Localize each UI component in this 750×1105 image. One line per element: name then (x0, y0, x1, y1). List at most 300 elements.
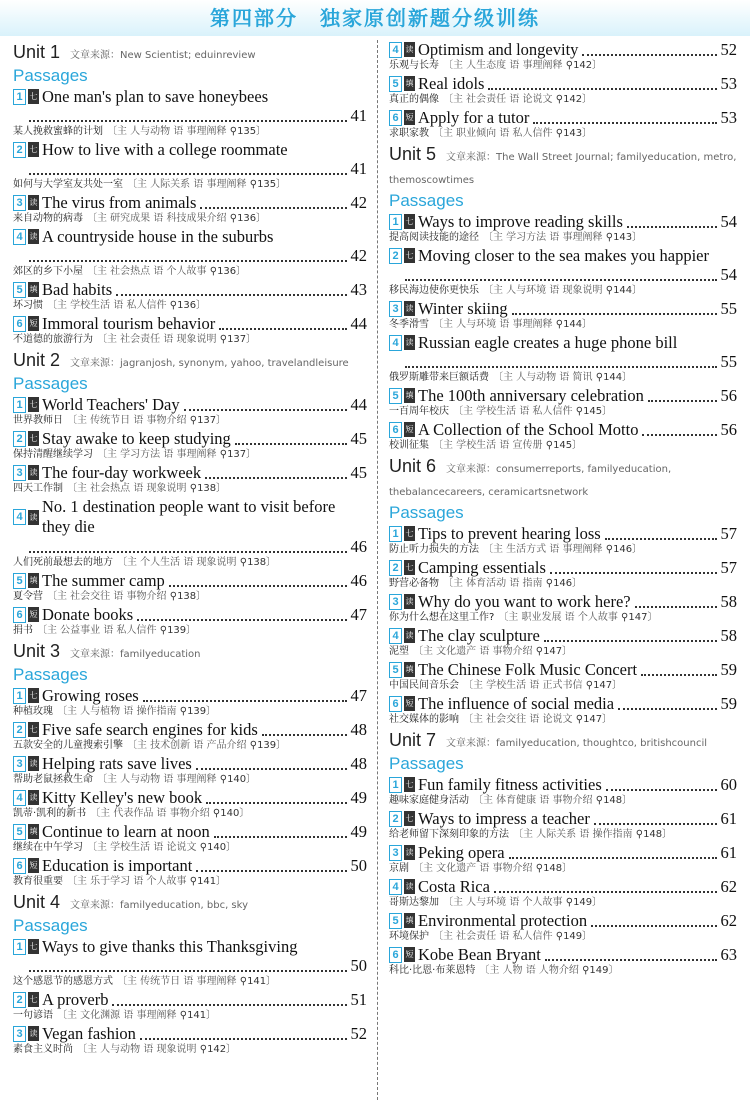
question-type-badge: 读 (404, 594, 415, 609)
toc-entry[interactable] (13, 1024, 367, 1057)
answer-page-ref (217, 449, 257, 460)
passage-title[interactable]: Russian eagle creates a huge phone bill (418, 332, 678, 352)
topic-tags: 〔主 学习方法 语 事理阐释 (97, 449, 217, 460)
topic-tags: 〔主 文化渊源 语 事理阐释 (57, 1010, 177, 1021)
chinese-title: 趣味家庭健身活动 (389, 795, 469, 806)
passage-title[interactable]: Peking opera (418, 842, 505, 862)
magnifier-icon: ⚲ (532, 646, 544, 657)
passage-title[interactable]: The 100th anniversary celebration (418, 385, 644, 405)
page-number[interactable]: 53 (720, 107, 737, 127)
leader-dots (545, 949, 717, 961)
toc-entry[interactable] (389, 775, 737, 808)
question-type-badge: 七 (28, 431, 39, 446)
entry-line (389, 877, 737, 896)
magnifier-icon: ⚲ (186, 415, 198, 426)
entry-line (13, 429, 367, 448)
magnifier-icon: ⚲ (552, 931, 564, 942)
page-line (13, 246, 367, 265)
page-number[interactable]: 50 (350, 855, 367, 875)
passage-title[interactable]: Apply for a tutor (418, 107, 530, 127)
answer-page-ref (187, 876, 227, 887)
toc-entry[interactable] (13, 822, 367, 855)
magnifier-icon: ⚲ (602, 285, 614, 296)
passage-title[interactable]: Costa Rica (418, 876, 490, 896)
topic-tags: 〔主 人与动物 语 事理阐释 (107, 126, 227, 137)
chinese-title: 坏习惯 (13, 300, 43, 311)
leader-dots (29, 110, 347, 122)
page-number[interactable]: 42 (350, 245, 367, 265)
toc-entry[interactable] (389, 694, 737, 727)
page-number[interactable]: 54 (720, 211, 737, 231)
toc-entry[interactable] (13, 227, 367, 279)
chinese-title: 野营必备物 (389, 578, 439, 589)
passage-title[interactable]: A countryside house in the suburbs (42, 226, 274, 246)
passage-title[interactable]: Real idols (418, 73, 485, 93)
entry-meta (389, 930, 737, 944)
page-number[interactable]: 47 (350, 604, 367, 624)
chinese-title: 提高阅读技能的途径 (389, 232, 479, 243)
passage-title[interactable]: The clay sculpture (418, 625, 540, 645)
topic-tags: 〔主 人与环境 语 个人故事 (443, 897, 563, 908)
leader-dots (29, 163, 347, 175)
page-number[interactable]: 53 (720, 73, 737, 93)
page-number[interactable]: 50 (350, 955, 367, 975)
toc-entry[interactable] (13, 429, 367, 462)
unit-sources: The Wall Street Journal; familyeducation, metro, themoscowtimes (389, 152, 737, 186)
passage-title[interactable]: Camping essentials (418, 557, 546, 577)
entry-meta (389, 679, 737, 693)
entry-meta (389, 231, 737, 245)
page-line (13, 956, 367, 975)
page-number[interactable]: 44 (350, 313, 367, 333)
toc-entry[interactable] (389, 333, 737, 385)
question-type-badge: 读 (28, 195, 39, 210)
topic-tags: 〔主 学校生活 语 正式书信 (463, 680, 583, 691)
entry-line (13, 1024, 367, 1043)
toc-entry[interactable] (13, 395, 367, 428)
toc-entry[interactable] (13, 140, 367, 192)
question-type-badge: 短 (28, 316, 39, 331)
passage-title[interactable]: Continue to learn at noon (42, 821, 210, 841)
page-number[interactable]: 58 (720, 591, 737, 611)
toc-entry[interactable] (13, 937, 367, 989)
toc-entry[interactable] (389, 40, 737, 73)
passage-title[interactable]: Tips to prevent hearing loss (418, 523, 601, 543)
page-number[interactable]: 60 (720, 774, 737, 794)
toc-entry[interactable] (13, 605, 367, 638)
unit-block (13, 892, 367, 1057)
page-number[interactable]: 52 (350, 1023, 367, 1043)
leader-dots (206, 792, 346, 804)
entry-line (389, 558, 737, 577)
chinese-title: 五款安全的儿童搜索引擎 (13, 740, 123, 751)
passage-title[interactable]: Kobe Bean Bryant (418, 944, 541, 964)
topic-tags: 〔主 人与动物 语 事理阐释 (97, 774, 217, 785)
topic-tags: 〔主 社会交往 语 事物介绍 (47, 591, 167, 602)
passage-number: 3 (13, 756, 26, 772)
toc-entry[interactable] (13, 87, 367, 139)
answer-page: 149〕 (589, 965, 619, 976)
toc-entry[interactable] (389, 945, 737, 978)
entry-line (13, 990, 367, 1009)
leader-dots (169, 575, 347, 587)
source-label: 文章来源： (446, 152, 497, 163)
passage-title[interactable]: How to live with a college roommate (42, 139, 288, 159)
entry-meta (389, 318, 737, 332)
entry-meta (389, 645, 737, 659)
chinese-title: 不道德的旅游行为 (13, 334, 93, 345)
topic-tags: 〔主 人物 语 人物介绍 (479, 965, 579, 976)
unit-sources: jagranjosh, synonym, yahoo, travelandleisure (120, 358, 349, 369)
answer-page: 143〕 (613, 232, 643, 243)
unit-heading (13, 42, 367, 66)
passage-number: 5 (13, 282, 26, 298)
unit-title: Unit 3 (13, 641, 61, 661)
page-line (13, 537, 367, 556)
page-number[interactable]: 62 (720, 910, 737, 930)
passage-title[interactable]: The influence of social media (418, 693, 615, 713)
entry-meta (389, 577, 737, 591)
answer-page: 142〕 (573, 60, 603, 71)
passage-title[interactable]: One man's plan to save honeybees (42, 86, 269, 106)
toc-entry[interactable] (389, 386, 737, 419)
toc-entry[interactable] (13, 788, 367, 821)
page-number[interactable]: 54 (720, 264, 737, 284)
entry-meta (13, 773, 367, 787)
toc-entry[interactable] (13, 193, 367, 226)
toc-entry[interactable] (389, 911, 737, 944)
page-number[interactable]: 46 (350, 536, 367, 556)
toc-entry[interactable] (13, 280, 367, 313)
magnifier-icon: ⚲ (186, 876, 198, 887)
chinese-title: 社交媒体的影响 (389, 714, 459, 725)
toc-entry[interactable] (389, 809, 737, 842)
leader-dots (184, 399, 347, 411)
toc-entry[interactable] (13, 463, 367, 496)
passage-title[interactable]: Moving closer to the sea makes you happier (418, 245, 709, 265)
passage-title[interactable]: A Collection of the School Motto (418, 419, 639, 439)
answer-page: 140〕 (207, 842, 237, 853)
toc-entry[interactable] (389, 626, 737, 659)
passage-title[interactable]: Optimism and longevity (418, 39, 579, 59)
toc-entry[interactable] (389, 108, 737, 141)
leader-dots (591, 915, 716, 927)
toc-entry[interactable] (13, 754, 367, 787)
passage-number: 3 (389, 845, 402, 861)
answer-page-ref (618, 612, 658, 623)
entry-meta (13, 448, 367, 462)
entry-meta (389, 794, 737, 808)
page-number[interactable]: 51 (350, 989, 367, 1009)
entry-meta (389, 611, 737, 625)
topic-tags: 〔主 公益事业 语 私人信件 (37, 625, 157, 636)
page-line (389, 265, 737, 284)
leader-dots (143, 690, 347, 702)
passage-title[interactable]: No. 1 destination people want to visit before they die (42, 497, 336, 536)
answer-page: 138〕 (197, 483, 227, 494)
leader-dots (512, 303, 717, 315)
passage-number: 3 (389, 301, 402, 317)
passage-title[interactable]: Why do you want to work here? (418, 591, 631, 611)
answer-page: 140〕 (227, 774, 257, 785)
page-number[interactable]: 43 (350, 279, 367, 299)
chinese-title: 郊区的乡下小屋 (13, 266, 83, 277)
topic-tags: 〔主 人际关系 语 操作指南 (513, 829, 633, 840)
page-number[interactable]: 49 (350, 787, 367, 807)
passage-number: 2 (13, 431, 26, 447)
page-number[interactable]: 56 (720, 419, 737, 439)
passage-title[interactable]: A proverb (42, 989, 109, 1009)
passage-number: 4 (389, 335, 402, 351)
toc-entry[interactable] (13, 571, 367, 604)
page-number[interactable]: 47 (350, 685, 367, 705)
passage-number: 2 (389, 560, 402, 576)
entry-line (389, 333, 737, 352)
chinese-title: 凯蒂·凯利的新书 (13, 808, 87, 819)
passage-title[interactable]: Bad habits (42, 279, 113, 299)
page-number[interactable]: 61 (720, 808, 737, 828)
passage-number: 6 (13, 607, 26, 623)
question-type-badge: 短 (404, 422, 415, 437)
entry-meta (13, 590, 367, 604)
topic-tags: 〔主 学校生活 语 论说文 (87, 842, 197, 853)
page-number[interactable]: 63 (720, 944, 737, 964)
passage-title[interactable]: Stay awake to keep studying (42, 428, 231, 448)
page-number[interactable]: 59 (720, 659, 737, 679)
answer-page-ref (227, 126, 267, 137)
magnifier-icon: ⚲ (216, 774, 228, 785)
passage-title[interactable]: Environmental protection (418, 910, 588, 930)
column-divider (377, 40, 378, 1100)
toc-entry[interactable] (389, 592, 737, 625)
toc-entry[interactable] (389, 299, 737, 332)
passage-title[interactable]: Fun family fitness activities (418, 774, 602, 794)
passage-title[interactable]: The Chinese Folk Music Concert (418, 659, 638, 679)
page-number[interactable]: 41 (350, 158, 367, 178)
question-type-badge: 读 (28, 1026, 39, 1041)
entry-meta (13, 299, 367, 313)
magnifier-icon: ⚲ (216, 449, 228, 460)
passage-title[interactable]: The four-day workweek (42, 462, 202, 482)
magnifier-icon: ⚲ (632, 829, 644, 840)
passage-title[interactable]: Winter skiing (418, 298, 508, 318)
page-number[interactable]: 41 (350, 105, 367, 125)
chinese-title: 一百周年校庆 (389, 406, 449, 417)
entry-meta (389, 59, 737, 73)
answer-page-ref (573, 406, 613, 417)
source-label: 文章来源： (70, 649, 121, 660)
question-type-badge: 读 (404, 301, 415, 316)
passage-title[interactable]: Helping rats save lives (42, 753, 192, 773)
page-number[interactable]: 46 (350, 570, 367, 590)
magnifier-icon: ⚲ (572, 406, 584, 417)
magnifier-icon: ⚲ (572, 714, 584, 725)
answer-page: 146〕 (553, 578, 583, 589)
passage-title[interactable]: Five safe search engines for kids (42, 719, 258, 739)
toc-entry[interactable] (13, 856, 367, 889)
passage-title[interactable]: Vegan fashion (42, 1023, 136, 1043)
toc-entry[interactable] (13, 314, 367, 347)
answer-page: 146〕 (613, 544, 643, 555)
answer-page-ref (207, 266, 247, 277)
entry-meta (13, 739, 367, 753)
leader-dots (533, 112, 716, 124)
answer-page-ref (247, 179, 287, 190)
passage-title[interactable]: Growing roses (42, 685, 139, 705)
toc-entry[interactable] (13, 686, 367, 719)
toc-entry[interactable] (389, 74, 737, 107)
entry-line (13, 395, 367, 414)
magnifier-icon: ⚲ (186, 483, 198, 494)
passage-number: 2 (13, 142, 26, 158)
answer-page-ref (543, 440, 583, 451)
chinese-title: 世界教师日 (13, 415, 63, 426)
answer-page-ref (217, 334, 257, 345)
passage-title[interactable]: Ways to give thanks this Thanksgiving (42, 936, 298, 956)
toc-entry[interactable] (389, 558, 737, 591)
page-number[interactable]: 48 (350, 753, 367, 773)
passage-title[interactable]: Donate books (42, 604, 134, 624)
passage-title[interactable]: Immoral tourism behavior (42, 313, 216, 333)
entry-line (389, 660, 737, 679)
toc-entry[interactable] (389, 843, 737, 876)
chinese-title: 来自动物的病毒 (13, 213, 83, 224)
passage-number: 2 (13, 722, 26, 738)
page-number[interactable]: 45 (350, 462, 367, 482)
passage-title[interactable]: The summer camp (42, 570, 165, 590)
toc-entry[interactable] (13, 990, 367, 1023)
page-number[interactable]: 62 (720, 876, 737, 896)
leader-dots (550, 562, 717, 574)
page-number[interactable]: 56 (720, 385, 737, 405)
leader-dots (641, 664, 716, 676)
leader-dots (618, 698, 716, 710)
toc-entry[interactable] (13, 720, 367, 753)
leader-dots (494, 881, 717, 893)
unit-heading (13, 641, 367, 665)
answer-page-ref (543, 578, 583, 589)
magnifier-icon: ⚲ (542, 578, 554, 589)
entry-meta (13, 265, 367, 279)
chinese-title: 帮助老鼠拯救生命 (13, 774, 93, 785)
page-number[interactable]: 42 (350, 192, 367, 212)
chinese-title: 这个感恩节的感恩方式 (13, 976, 113, 987)
entry-meta (389, 896, 737, 910)
page-number[interactable]: 52 (720, 39, 737, 59)
topic-tags: 〔主 职业发展 语 个人故事 (498, 612, 618, 623)
passage-number: 1 (13, 939, 26, 955)
unit-block (389, 730, 737, 978)
entry-line (13, 463, 367, 482)
passage-title[interactable]: Ways to impress a teacher (418, 808, 590, 828)
toc-entry[interactable] (389, 660, 737, 693)
entry-line (13, 754, 367, 773)
magnifier-icon: ⚲ (176, 1010, 188, 1021)
passages-heading: Passages (389, 754, 464, 773)
toc-entry[interactable] (389, 212, 737, 245)
leader-dots (140, 1028, 347, 1040)
answer-page: 138〕 (247, 557, 277, 568)
entry-line (13, 720, 367, 739)
page-number[interactable]: 45 (350, 428, 367, 448)
page-number[interactable]: 55 (720, 298, 737, 318)
passage-number: 1 (13, 688, 26, 704)
page-number[interactable]: 57 (720, 557, 737, 577)
page-number[interactable]: 44 (350, 394, 367, 414)
passage-number: 5 (13, 573, 26, 589)
question-type-badge: 读 (404, 879, 415, 894)
passage-title[interactable]: World Teachers' Day (42, 394, 180, 414)
chinese-title: 冬季滑雪 (389, 319, 429, 330)
page-number[interactable]: 58 (720, 625, 737, 645)
toc-entry[interactable] (389, 246, 737, 298)
page-number[interactable]: 59 (720, 693, 737, 713)
passage-number: 4 (13, 790, 26, 806)
page-number[interactable]: 48 (350, 719, 367, 739)
unit-title: Unit 1 (13, 42, 61, 62)
passage-title[interactable]: Ways to improve reading skills (418, 211, 623, 231)
chinese-title: 中国民间音乐会 (389, 680, 459, 691)
magnifier-icon: ⚲ (552, 94, 564, 105)
answer-page: 141〕 (187, 1010, 217, 1021)
topic-tags: 〔主 研究成果 语 科技成果介绍 (87, 213, 227, 224)
unit-heading (389, 456, 737, 503)
page-number[interactable]: 57 (720, 523, 737, 543)
entry-line (389, 386, 737, 405)
question-type-badge: 读 (404, 335, 415, 350)
answer-page: 144〕 (563, 319, 593, 330)
answer-page: 135〕 (257, 179, 287, 190)
magnifier-icon: ⚲ (552, 319, 564, 330)
answer-page: 143〕 (563, 128, 593, 139)
passage-title[interactable]: Education is important (42, 855, 193, 875)
question-type-badge: 读 (404, 628, 415, 643)
toc-entry[interactable] (389, 524, 737, 557)
chinese-title: 校训征集 (389, 440, 429, 451)
passage-number: 6 (389, 696, 402, 712)
entry-meta (13, 414, 367, 428)
answer-page: 139〕 (167, 625, 197, 636)
answer-page: 149〕 (573, 897, 603, 908)
entry-meta (13, 975, 367, 989)
question-type-badge: 读 (28, 465, 39, 480)
entry-line (389, 592, 737, 611)
question-type-badge: 七 (28, 939, 39, 954)
leader-dots (606, 779, 717, 791)
chinese-title: 素食主义时尚 (13, 1044, 73, 1055)
entry-line (13, 227, 367, 246)
passage-title[interactable]: Kitty Kelley's new book (42, 787, 203, 807)
toc-entry[interactable] (389, 420, 737, 453)
passage-number: 6 (13, 316, 26, 332)
topic-tags: 〔主 人与动物 语 简讯 (493, 372, 593, 383)
toc-entry[interactable] (389, 877, 737, 910)
entry-line (389, 945, 737, 964)
entry-line (389, 809, 737, 828)
page-number[interactable]: 49 (350, 821, 367, 841)
page-number[interactable]: 61 (720, 842, 737, 862)
answer-page-ref (593, 372, 633, 383)
chinese-title: 俄罗斯雕带来巨额话费 (389, 372, 489, 383)
passage-number: 1 (389, 214, 402, 230)
passage-title[interactable]: The virus from animals (42, 192, 197, 212)
question-type-badge: 七 (28, 397, 39, 412)
toc-entry[interactable] (13, 497, 367, 570)
passage-number: 1 (13, 89, 26, 105)
page-number[interactable]: 55 (720, 351, 737, 371)
question-type-badge: 读 (404, 42, 415, 57)
entry-meta (389, 862, 737, 876)
